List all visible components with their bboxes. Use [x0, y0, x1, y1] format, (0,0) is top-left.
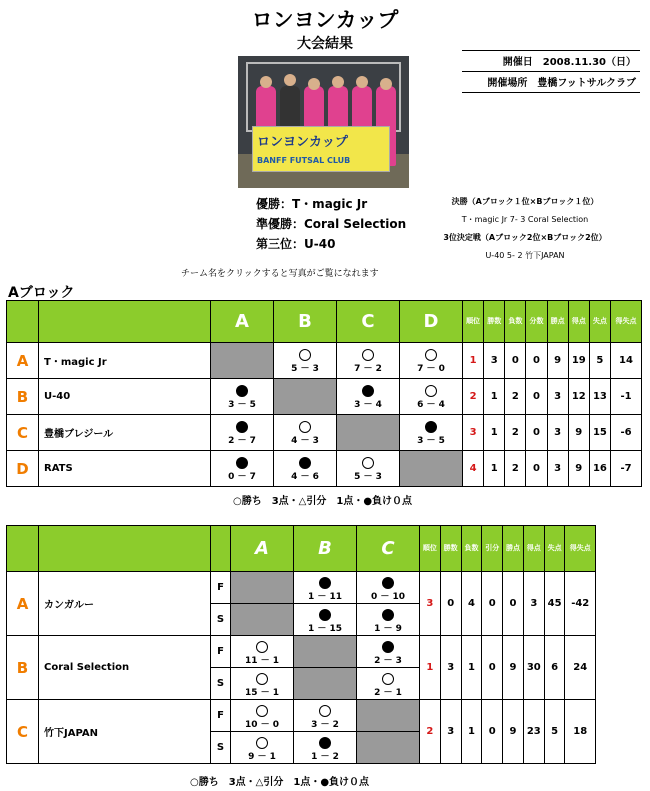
stat-cell: 0 — [440, 572, 461, 636]
match-score: 7 － 0 — [417, 364, 445, 374]
final-score: T・magic Jr 7- 3 Coral Selection — [461, 215, 589, 224]
runner-up: 準優勝：Coral Selection — [256, 217, 407, 231]
row-letter: C — [7, 700, 39, 764]
match-result-cell — [231, 732, 294, 764]
table-row — [7, 343, 642, 379]
self-match-cell — [231, 604, 294, 636]
match-result-cell — [231, 668, 294, 700]
stat-cell: 4 — [461, 572, 482, 636]
final-standings — [256, 194, 406, 254]
team-name-link[interactable]: Coral Selection — [39, 636, 211, 700]
loss-marker-icon — [236, 421, 248, 433]
match-result-cell — [337, 451, 400, 487]
win-marker-icon — [299, 421, 311, 433]
win-marker-icon — [256, 641, 268, 653]
winner: 優勝：T・magic Jr — [256, 197, 368, 211]
team-photo — [238, 56, 409, 188]
stat-header: 勝点 — [547, 301, 568, 343]
loss-marker-icon — [236, 457, 248, 469]
match-result-cell — [231, 700, 294, 732]
stat-cell: 0 — [482, 572, 503, 636]
rank-cell: 2 — [463, 379, 484, 415]
stat-header: 得点 — [568, 301, 589, 343]
match-score: 3 － 5 — [417, 436, 445, 446]
match-score: 10 － 0 — [244, 719, 280, 730]
table-row — [7, 451, 642, 487]
match-score: 5 － 3 — [354, 472, 382, 482]
half-label: F — [211, 636, 231, 668]
stat-cell: 2 — [505, 379, 526, 415]
table-row — [7, 700, 596, 732]
stat-cell: 1 — [484, 451, 505, 487]
self-match-cell — [337, 415, 400, 451]
stat-header: 失点 — [589, 301, 610, 343]
stat-cell: 9 — [503, 700, 524, 764]
match-score: 4 － 6 — [291, 472, 319, 482]
stat-header: 失点 — [544, 526, 565, 572]
banner-text: ロンヨンカップ — [257, 135, 348, 150]
stat-cell: 9 — [547, 343, 568, 379]
match-result-cell — [274, 451, 337, 487]
stat-cell: 14 — [610, 343, 641, 379]
column-header-d: D — [400, 301, 463, 343]
stat-cell: 2 — [505, 415, 526, 451]
self-match-cell — [231, 572, 294, 604]
stat-cell: 1 — [461, 700, 482, 764]
column-header-c: C — [357, 526, 420, 572]
match-result-cell — [211, 415, 274, 451]
match-score: 11 － 1 — [244, 655, 280, 666]
rank-cell: 1 — [463, 343, 484, 379]
team-name-link[interactable]: カンガルー — [39, 572, 211, 636]
match-score: 5 － 3 — [291, 364, 319, 374]
header-team — [39, 526, 211, 572]
win-marker-icon — [425, 385, 437, 397]
stat-cell: 5 — [544, 700, 565, 764]
match-result-cell — [211, 451, 274, 487]
header-team — [39, 301, 211, 343]
loss-marker-icon — [382, 577, 394, 589]
stat-header: 勝数 — [440, 526, 461, 572]
match-score: 1 － 15 — [307, 623, 343, 634]
match-result-cell — [400, 379, 463, 415]
match-score: 9 － 1 — [248, 751, 276, 762]
match-score: 15 － 1 — [244, 687, 280, 698]
self-match-cell — [357, 700, 420, 732]
self-match-cell — [400, 451, 463, 487]
rank-cell: 3 — [420, 572, 441, 636]
column-header-a: A — [211, 301, 274, 343]
stat-cell: 16 — [589, 451, 610, 487]
rank-cell: 4 — [463, 451, 484, 487]
stat-cell: 0 — [526, 415, 547, 451]
loss-marker-icon — [319, 737, 331, 749]
match-score: 6 － 4 — [417, 400, 445, 410]
team-name-link[interactable]: 竹下JAPAN — [39, 700, 211, 764]
stat-cell: 0 — [503, 572, 524, 636]
header-empty — [7, 526, 39, 572]
stat-header: 分数 — [526, 301, 547, 343]
team-name-link[interactable]: U-40 — [39, 379, 211, 415]
table-row — [7, 415, 642, 451]
loss-marker-icon — [425, 421, 437, 433]
column-header-b: B — [274, 301, 337, 343]
stat-cell: -6 — [610, 415, 641, 451]
stat-header: 得失点 — [565, 526, 596, 572]
stat-cell: 3 — [523, 572, 544, 636]
stat-cell: 1 — [484, 379, 505, 415]
stat-cell: -1 — [610, 379, 641, 415]
self-match-cell — [294, 636, 357, 668]
stat-cell: 1 — [484, 415, 505, 451]
stat-cell: 5 — [589, 343, 610, 379]
block-a-title: Aブロック — [8, 285, 75, 301]
stat-cell: 0 — [526, 451, 547, 487]
stat-header: 勝数 — [484, 301, 505, 343]
stat-cell: 24 — [565, 636, 596, 700]
third-place-score: U-40 5- 2 竹下JAPAN — [485, 251, 565, 260]
column-header-a: A — [231, 526, 294, 572]
row-letter: D — [7, 451, 39, 487]
table-row — [7, 379, 642, 415]
match-score: 3 － 2 — [311, 719, 339, 730]
match-result-cell — [400, 343, 463, 379]
stat-header: 負数 — [461, 526, 482, 572]
event-date: 開催日 2008.11.30（日） — [462, 50, 640, 71]
stat-header: 得点 — [523, 526, 544, 572]
win-marker-icon — [362, 457, 374, 469]
stat-cell: 3 — [440, 636, 461, 700]
self-match-cell — [211, 343, 274, 379]
banner-logo: BANFF FUTSAL CLUB — [257, 156, 351, 165]
team-name-link[interactable]: 豊橋ブレジール — [39, 415, 211, 451]
win-marker-icon — [425, 349, 437, 361]
third-place: 第三位：U-40 — [256, 237, 336, 251]
finals-results — [420, 196, 630, 262]
match-result-cell — [400, 415, 463, 451]
stat-header: 順位 — [420, 526, 441, 572]
loss-marker-icon — [382, 609, 394, 621]
block-b-table — [6, 525, 596, 764]
match-result-cell — [294, 732, 357, 764]
loss-marker-icon — [236, 385, 248, 397]
photo-note: チーム名をクリックすると写真がご覧になれます — [181, 269, 379, 279]
row-letter: B — [7, 379, 39, 415]
stat-cell: 0 — [482, 636, 503, 700]
stat-cell: 12 — [568, 379, 589, 415]
rank-cell: 1 — [420, 636, 441, 700]
stat-cell: 9 — [568, 451, 589, 487]
column-header-c: C — [337, 301, 400, 343]
loss-marker-icon — [319, 577, 331, 589]
match-score: 2 － 3 — [374, 655, 402, 666]
win-marker-icon — [256, 673, 268, 685]
table-row — [7, 636, 596, 668]
half-label: F — [211, 572, 231, 604]
match-result-cell — [337, 343, 400, 379]
match-result-cell — [294, 700, 357, 732]
match-score: 2 － 7 — [228, 436, 256, 446]
header-fs — [211, 526, 231, 572]
self-match-cell — [357, 732, 420, 764]
stat-cell: 3 — [440, 700, 461, 764]
match-score: 0 － 10 — [370, 591, 406, 602]
half-label: S — [211, 732, 231, 764]
win-marker-icon — [299, 349, 311, 361]
stat-cell: 0 — [482, 700, 503, 764]
match-result-cell — [357, 604, 420, 636]
event-venue: 開催場所 豊橋フットサルクラブ — [462, 71, 640, 93]
stat-cell: 0 — [505, 343, 526, 379]
match-result-cell — [211, 379, 274, 415]
stat-cell: 0 — [526, 379, 547, 415]
match-score: 1 － 9 — [374, 623, 402, 634]
match-result-cell — [294, 604, 357, 636]
stat-cell: 30 — [523, 636, 544, 700]
stat-cell: 15 — [589, 415, 610, 451]
match-score: 1 － 11 — [307, 591, 343, 602]
stat-cell: -42 — [565, 572, 596, 636]
team-name-link[interactable]: RATS — [39, 451, 211, 487]
stat-cell: 3 — [484, 343, 505, 379]
stat-cell: 9 — [568, 415, 589, 451]
match-score: 4 － 3 — [291, 436, 319, 446]
win-marker-icon — [256, 705, 268, 717]
match-score: 3 － 4 — [354, 400, 382, 410]
stat-cell: 18 — [565, 700, 596, 764]
stat-cell: 45 — [544, 572, 565, 636]
stat-cell: 3 — [547, 379, 568, 415]
stat-cell: 6 — [544, 636, 565, 700]
match-result-cell — [274, 343, 337, 379]
match-score: 3 － 5 — [228, 400, 256, 410]
row-letter: C — [7, 415, 39, 451]
win-marker-icon — [256, 737, 268, 749]
stat-cell: 1 — [461, 636, 482, 700]
self-match-cell — [294, 668, 357, 700]
stat-header: 負数 — [505, 301, 526, 343]
win-marker-icon — [382, 673, 394, 685]
self-match-cell — [274, 379, 337, 415]
match-result-cell — [274, 415, 337, 451]
stat-cell: 3 — [547, 415, 568, 451]
event-info — [462, 50, 640, 93]
team-banner — [252, 126, 390, 172]
half-label: S — [211, 604, 231, 636]
win-marker-icon — [362, 349, 374, 361]
stat-header: 順位 — [463, 301, 484, 343]
block-a-legend: ○勝ち 3点・△引分 1点・●負け０点 — [233, 496, 413, 507]
match-result-cell — [337, 379, 400, 415]
page-title: ロンヨンカップ — [251, 8, 399, 32]
team-name-link[interactable]: T・magic Jr — [39, 343, 211, 379]
match-result-cell — [231, 636, 294, 668]
header-empty — [7, 301, 39, 343]
row-letter: A — [7, 572, 39, 636]
match-result-cell — [294, 572, 357, 604]
win-marker-icon — [319, 705, 331, 717]
loss-marker-icon — [382, 641, 394, 653]
stat-cell: -7 — [610, 451, 641, 487]
loss-marker-icon — [319, 609, 331, 621]
rank-cell: 2 — [420, 700, 441, 764]
stat-header: 勝点 — [503, 526, 524, 572]
block-b-legend: ○勝ち 3点・△引分 1点・●負け０点 — [190, 777, 370, 788]
stat-cell: 2 — [505, 451, 526, 487]
stat-cell: 3 — [547, 451, 568, 487]
block-a-table — [6, 300, 642, 487]
page-subtitle: 大会結果 — [297, 36, 353, 52]
table-row — [7, 572, 596, 604]
half-label: F — [211, 700, 231, 732]
match-score: 2 － 1 — [374, 687, 402, 698]
loss-marker-icon — [362, 385, 374, 397]
stat-header: 得失点 — [610, 301, 641, 343]
rank-cell: 3 — [463, 415, 484, 451]
stat-cell: 0 — [526, 343, 547, 379]
match-score: 1 － 2 — [311, 751, 339, 762]
match-result-cell — [357, 636, 420, 668]
stat-cell: 9 — [503, 636, 524, 700]
row-letter: A — [7, 343, 39, 379]
row-letter: B — [7, 636, 39, 700]
match-score: 0 － 7 — [228, 472, 256, 482]
loss-marker-icon — [299, 457, 311, 469]
match-result-cell — [357, 668, 420, 700]
stat-cell: 23 — [523, 700, 544, 764]
match-result-cell — [357, 572, 420, 604]
column-header-b: B — [294, 526, 357, 572]
half-label: S — [211, 668, 231, 700]
third-place-title: 3位決定戦（Aブロック2位×Bブロック2位） — [443, 233, 607, 242]
stat-cell: 19 — [568, 343, 589, 379]
stat-cell: 13 — [589, 379, 610, 415]
match-score: 7 － 2 — [354, 364, 382, 374]
stat-header: 引分 — [482, 526, 503, 572]
final-title: 決勝（Aブロック１位×Bブロック１位） — [451, 197, 599, 206]
